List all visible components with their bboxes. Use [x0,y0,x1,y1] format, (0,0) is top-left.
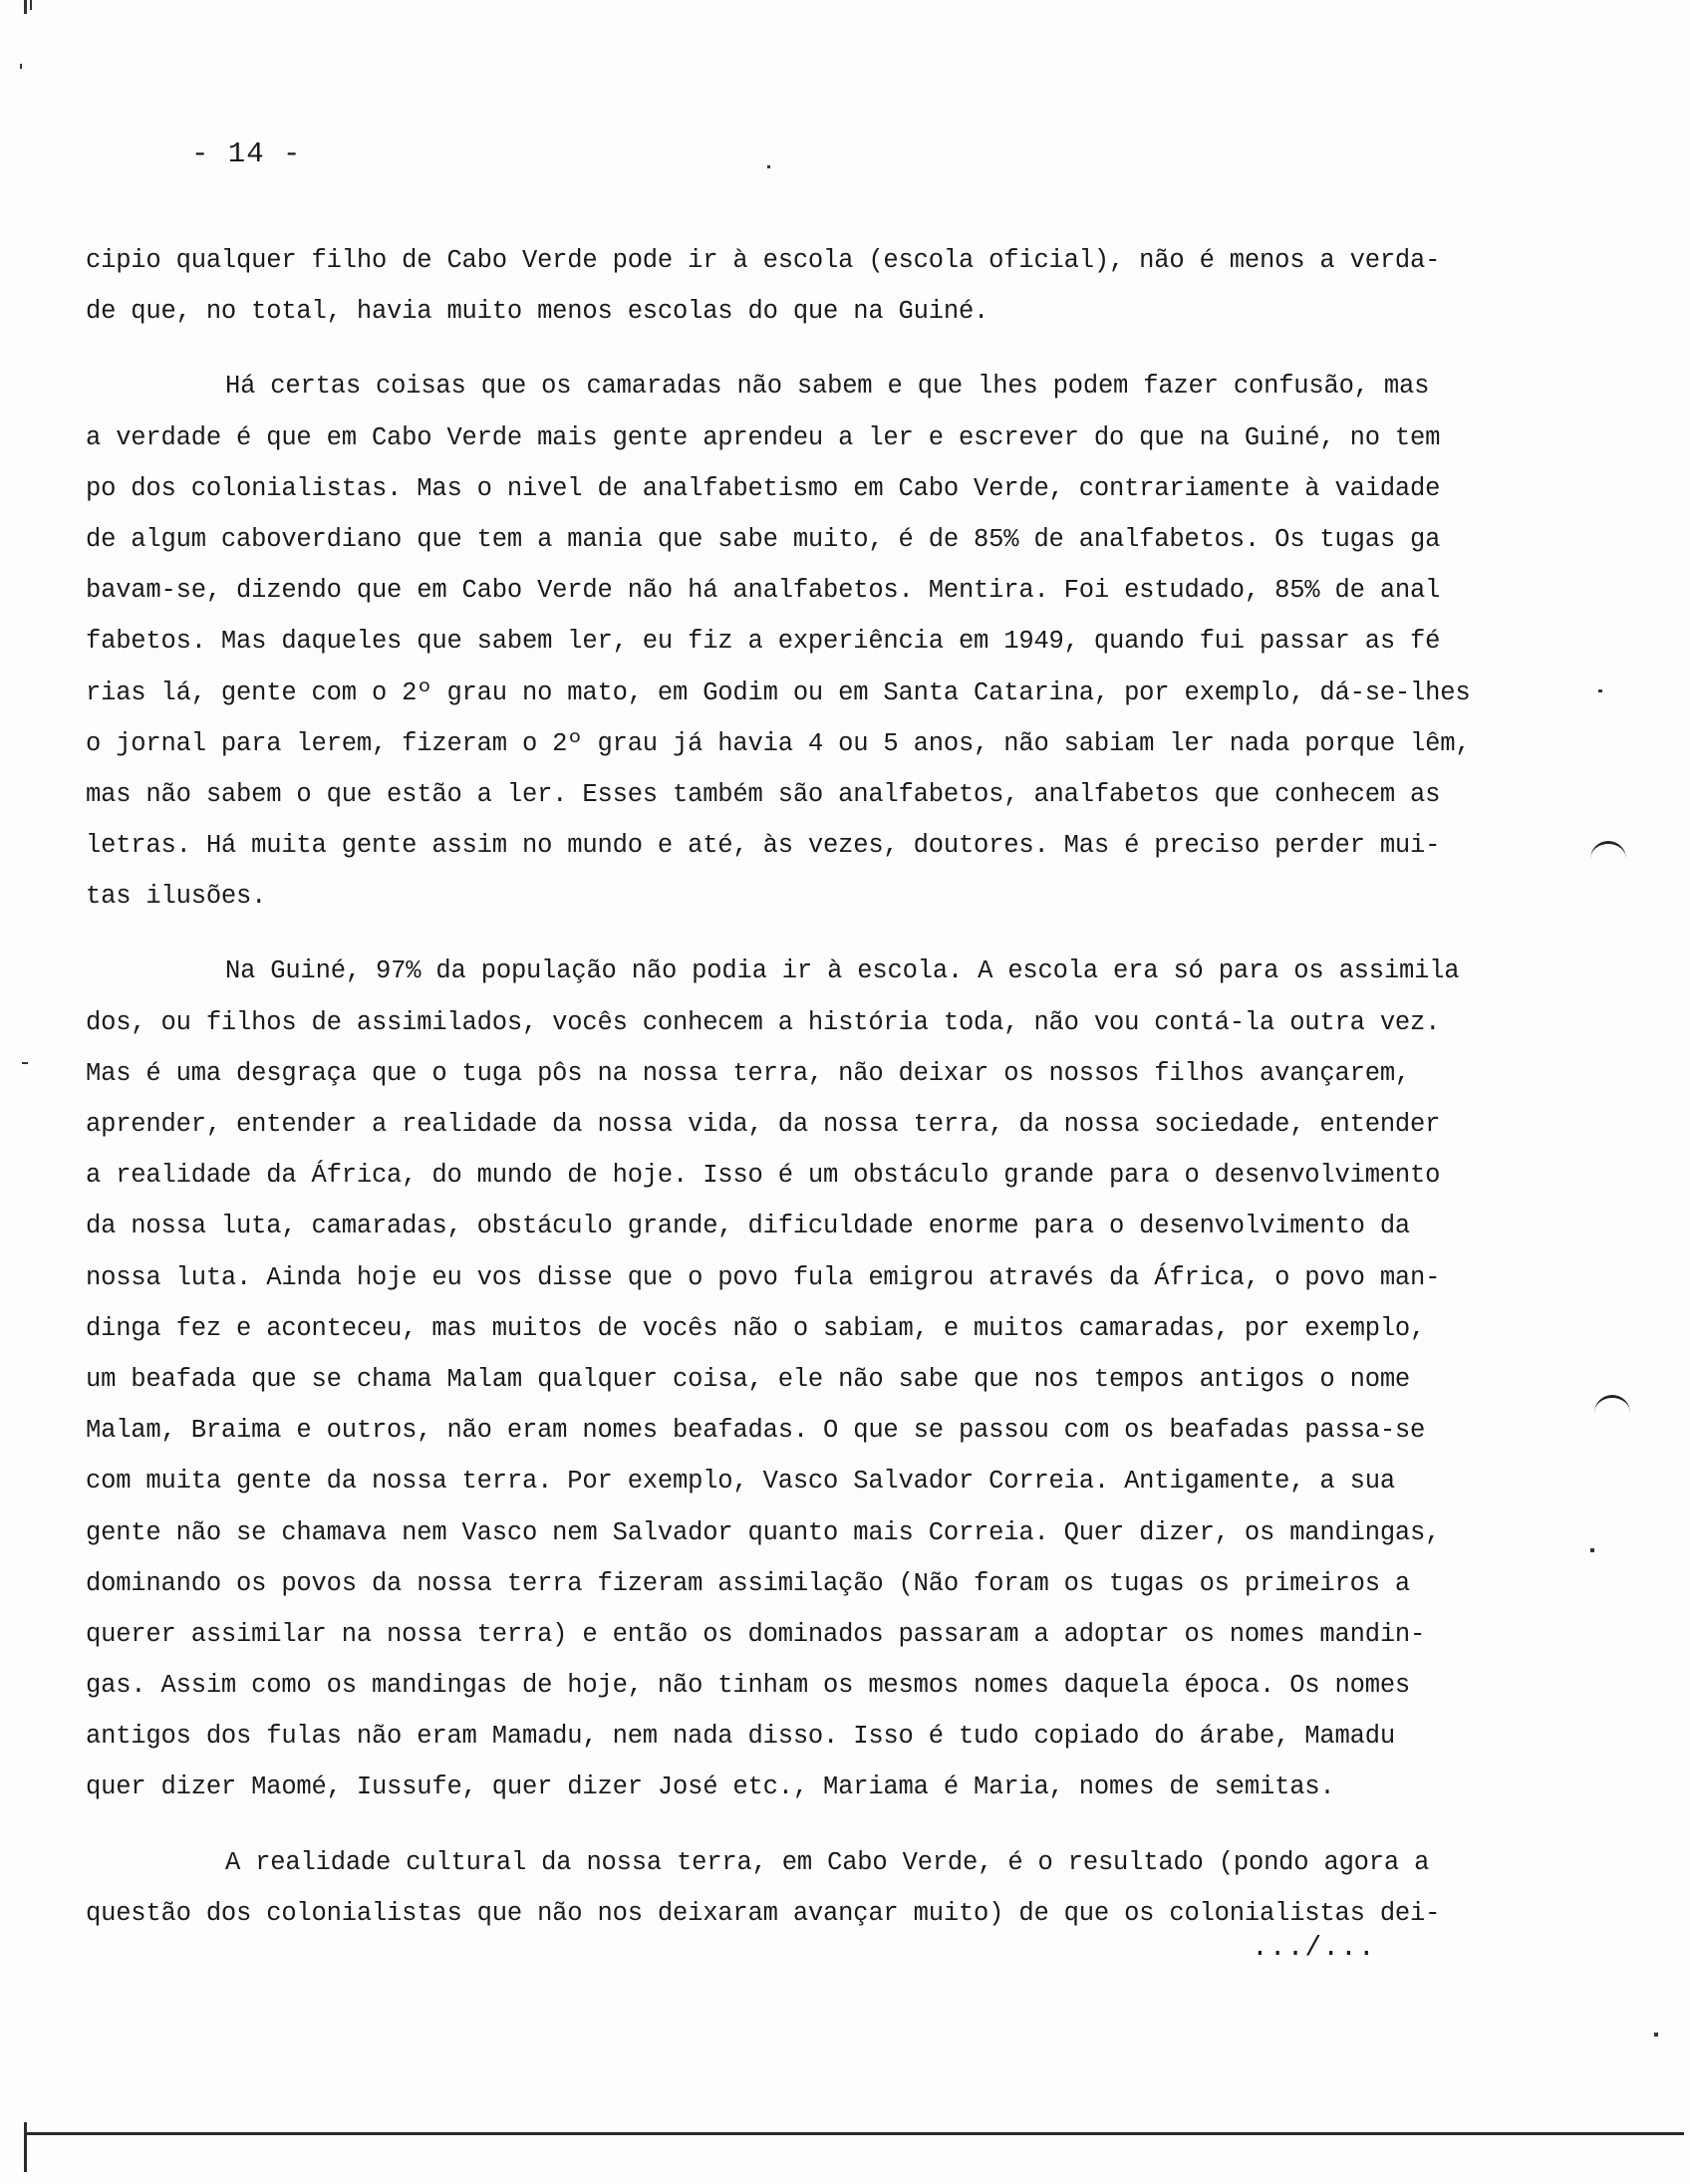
text-line: letras. Há muita gente assim no mundo e até, às vezes, doutores. Mas é preciso perder mui- [86,831,1441,861]
text-line: nossa luta. Ainda hoje eu vos disse que o povo fula emigrou através da África, o povo man- [86,1262,1441,1292]
text-line: gente não se chamava nem Vasco nem Salvador quanto mais Correia. Quer dizer, os mandingas, [86,1517,1441,1547]
scan-speck [1598,689,1602,692]
text-line: o jornal para lerem, fizeram o 2º grau já havia 4 ou 5 anos, não sabiam ler nada porque lêm, [86,728,1471,758]
continuation-mark: .../... [1252,1933,1376,1964]
text-line: antigos dos fulas não eram Mamadu, nem nada disso. Isso é tudo copiado do árabe, Mamadu [86,1722,1395,1752]
paragraph-start: A realidade cultural da nossa terra, em Cabo Verde, é o resultado (pondo agora a [225,1847,1430,1877]
scan-speck [767,165,770,168]
scan-speck [1590,1548,1594,1552]
text-line: a realidade da África, do mundo de hoje. Isso é um obstáculo grande para o desenvolvimento [86,1161,1441,1191]
text-line: de que, no total, havia muito menos escolas do que na Guiné. [86,297,989,327]
left-edge-bar [24,2122,27,2172]
text-line: Malam, Braima e outros, não eram nomes beafadas. O que se passou com os beafadas passa-se [86,1416,1426,1446]
binder-hole-mark [1590,841,1626,864]
text-line: po dos colonialistas. Mas o nivel de analfabetismo em Cabo Verde, contrariamente à vaidade [86,473,1441,503]
text-line: a verdade é que em Cabo Verde mais gente aprendeu a ler e escrever do que na Guiné, no tem [86,422,1441,452]
scan-mark [30,0,32,10]
text-line: um beafada que se chama Malam qualquer coisa, ele não sabe que nos tempos antigos o nome [86,1364,1411,1394]
text-line: gas. Assim como os mandingas de hoje, não tinham os mesmos nomes daquela época. Os nomes [86,1671,1411,1701]
text-line: questão dos colonialistas que não nos deixaram avançar muito) de que os colonialistas dei- [86,1898,1441,1928]
text-line: cipio qualquer filho de Cabo Verde pode ir à escola (escola oficial), não é menos a verda- [86,246,1441,275]
text-line: aprender, entender a realidade da nossa vida, da nossa terra, da nossa sociedade, entender [86,1110,1441,1139]
text-line: da nossa luta, camaradas, obstáculo grande, dificuldade enorme para o desenvolvimento da [86,1212,1411,1241]
document-body [86,235,1521,1939]
text-line: dinga fez e aconteceu, mas muitos de vocês não o sabiam, e muitos camaradas, por exemplo, [86,1313,1426,1343]
text-line: tas ilusões. [86,882,267,912]
binder-hole-mark [1594,1395,1630,1418]
text-line: Mas é uma desgraça que o tuga pôs na nossa terra, não deixar os nossos filhos avançarem, [86,1058,1411,1088]
text-line: bavam-se, dizendo que em Cabo Verde não há analfabetos. Mentira. Foi estudado, 85% de anal [86,576,1441,606]
scan-mark [20,64,22,69]
scan-mark [24,0,27,14]
paragraph-start: Na Guiné, 97% da população não podia ir à escola. A escola era só para os assimila [225,956,1460,986]
text-line: dos, ou filhos de assimilados, vocês conhecem a história toda, não vou contá-la outra vez. [86,1007,1441,1037]
text-line: com muita gente da nossa terra. Por exemplo, Vasco Salvador Correia. Antigamente, a sua [86,1467,1395,1497]
page-number: - 14 - [191,137,302,170]
text-line: fabetos. Mas daqueles que sabem ler, eu fiz a experiência em 1949, quando fui passar as fé [86,627,1441,657]
text-line: rias lá, gente com o 2º grau no mato, em Godim ou em Santa Catarina, por exemplo, dá-se-lhes [86,678,1471,707]
text-line: quer dizer Maomé, Iussufe, quer dizer José etc., Mariama é Maria, nomes de semitas. [86,1773,1335,1802]
text-line: mas não sabem o que estão a ler. Esses também são analfabetos, analfabetos que conhecem as [86,779,1441,809]
paragraph-start: Há certas coisas que os camaradas não sabem e que lhes podem fazer confusão, mas [225,372,1430,402]
bottom-rule [24,2132,1684,2135]
text-line: dominando os povos da nossa terra fizeram assimilação (Não foram os tugas os primeiros a [86,1568,1411,1598]
text-line: querer assimilar na nossa terra) e então os dominados passaram a adoptar os nomes mandin- [86,1619,1426,1649]
text-line: de algum caboverdiano que tem a mania que sabe muito, é de 85% de analfabetos. Os tugas ga [86,524,1441,554]
scan-speck [1654,2033,1658,2037]
scan-speck [22,1062,28,1064]
